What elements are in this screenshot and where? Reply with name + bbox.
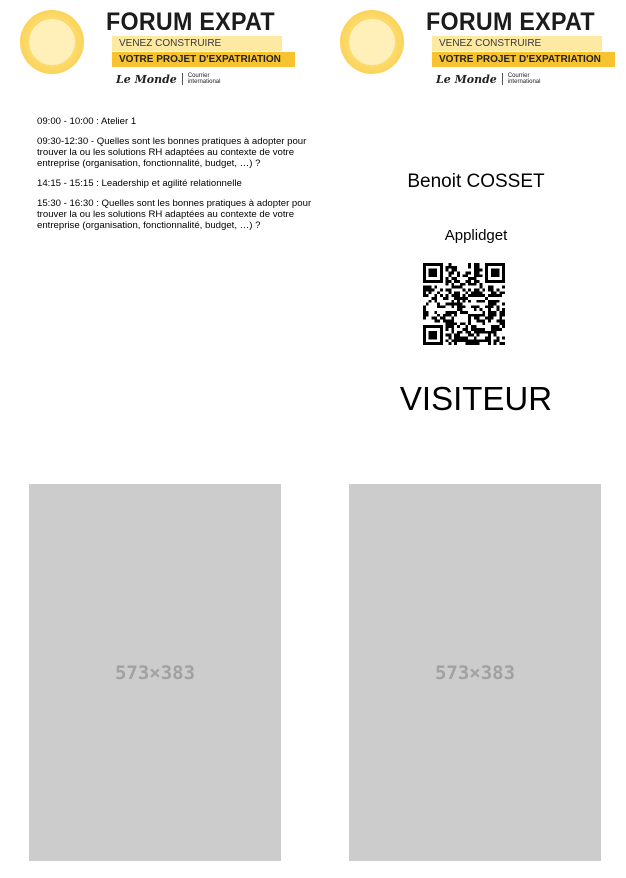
forum-expat-logo-left <box>20 6 300 90</box>
le-monde-logo: Le Monde <box>116 72 177 86</box>
logo-partners <box>116 72 220 86</box>
placeholder-size-label: 573×383 <box>114 661 196 684</box>
courrier-international-logo <box>508 73 541 85</box>
logo-partners <box>436 72 540 86</box>
qr-code-icon <box>423 263 505 345</box>
partner-divider <box>182 73 183 85</box>
schedule-list <box>37 116 317 240</box>
attendee-company: Applidget <box>444 227 508 244</box>
courrier-international-logo <box>188 73 221 85</box>
logo-tagline-1: VENEZ CONSTRUIRE <box>112 36 282 51</box>
logo-tagline-2: VOTRE PROJET D'EXPATRIATION <box>112 52 295 67</box>
logo-tagline-1: VENEZ CONSTRUIRE <box>432 36 602 51</box>
logo-title: FORUM EXPAT <box>426 8 595 36</box>
schedule-item: 15:30 - 16:30 : Quelles sont les bonnes pratiques à adopter pour trouver la ou les solutions RH adaptées au contexte de votre entreprise (organisation, fonctionnalité, budget, …) ? <box>37 197 312 232</box>
attendee-name: Benoit COSSET <box>407 171 545 192</box>
le-monde-logo: Le Monde <box>436 72 497 86</box>
sun-logo-icon <box>20 10 84 74</box>
courrier-line: Courrier <box>187 73 210 79</box>
partner-divider <box>502 73 503 85</box>
logo-title: FORUM EXPAT <box>106 8 275 36</box>
placeholder-size-label: 573×383 <box>434 661 516 684</box>
schedule-item: 09:00 - 10:00 : Atelier 1 <box>37 116 137 127</box>
logo-tagline-2: VOTRE PROJET D'EXPATRIATION <box>432 52 615 67</box>
image-placeholder-left <box>29 484 281 861</box>
attendee-role: VISITEUR <box>399 380 553 417</box>
schedule-item: 14:15 - 15:15 : Leadership et agilité relationnelle <box>37 178 242 189</box>
international-line: international <box>507 79 541 85</box>
image-placeholder-right <box>349 484 601 861</box>
international-line: international <box>187 79 221 85</box>
sun-logo-icon <box>340 10 404 74</box>
schedule-item: 09:30-12:30 - Quelles sont les bonnes pratiques à adopter pour trouver la ou les solutions RH adaptées au contexte de votre entreprise (organisation, fonctionnalité, budget, …) ? <box>37 135 307 170</box>
forum-expat-logo-right <box>340 6 620 90</box>
courrier-line: Courrier <box>507 73 530 79</box>
